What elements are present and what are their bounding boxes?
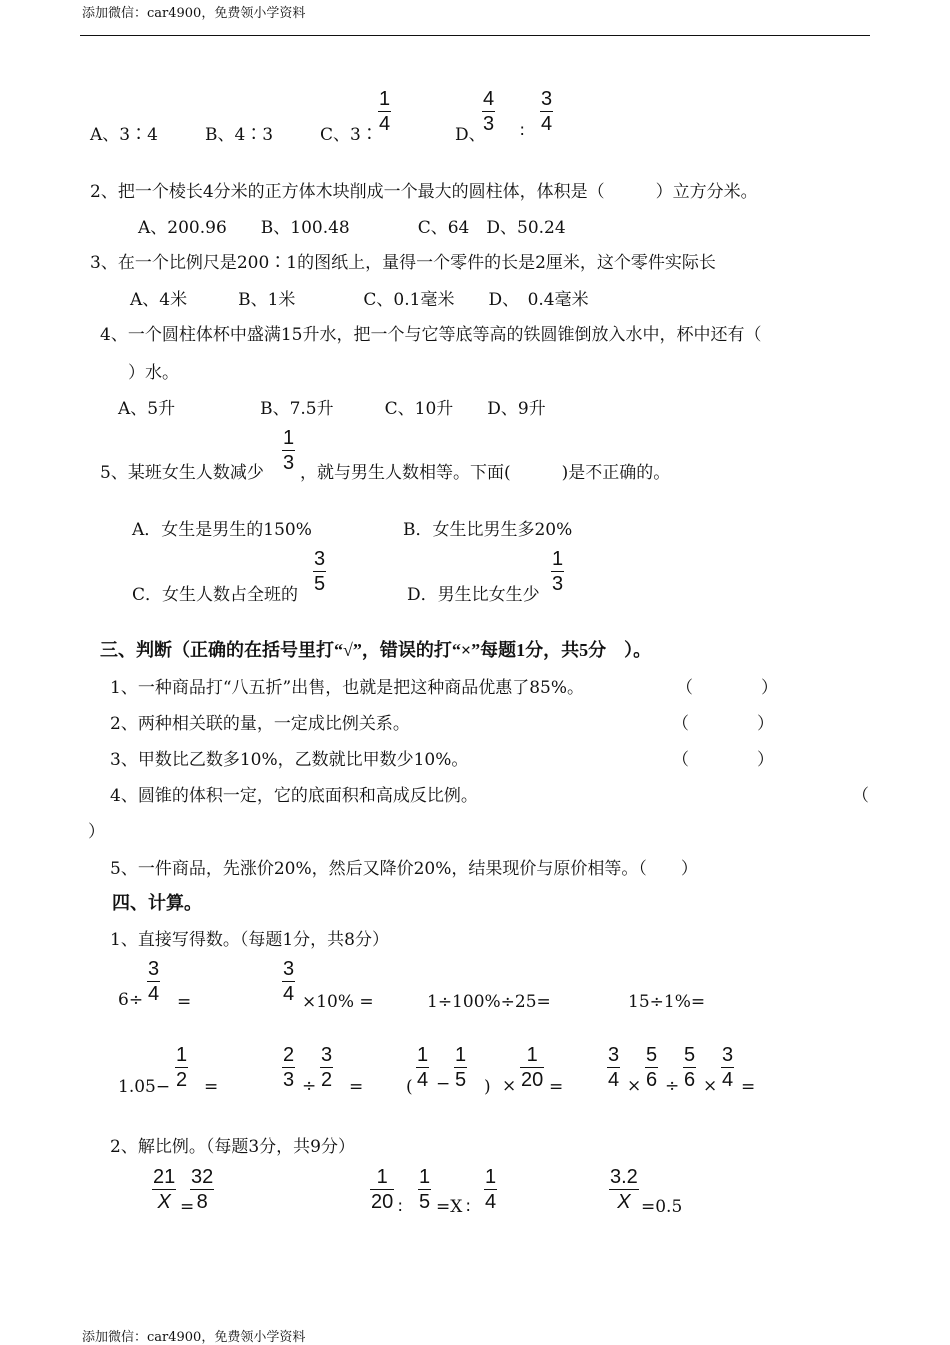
denominator: 3 <box>552 573 564 595</box>
numerator: 3 <box>314 548 326 570</box>
r2-e4-divide: ÷ <box>665 1076 680 1096</box>
denominator: 3 <box>483 113 495 135</box>
denominator: 4 <box>379 113 391 135</box>
numerator: 1 <box>455 1044 467 1066</box>
q5-text-continued: ，就与男生人数相等。下面( )是不正确的。 <box>300 463 671 483</box>
r1-e2-rest: ×10% = <box>302 992 374 1012</box>
q2-text: 2、把一个棱长4分米的正方体木块削成一个最大的圆柱体，体积是（ ）立方分米。 <box>90 182 758 202</box>
judge-item-1-answer[interactable]: （ ） <box>676 678 778 698</box>
denominator: 4 <box>283 983 295 1005</box>
q3-text: 3、在一个比例尺是200∶1的图纸上，量得一个零件的长是2厘米，这个零件实际长 <box>90 253 716 273</box>
r2-e3-equals: = <box>549 1077 564 1097</box>
q1-option-d-fraction-2 <box>540 88 553 135</box>
numerator: 1 <box>419 1166 431 1188</box>
r2-e4-equals: = <box>741 1077 756 1097</box>
numerator: 4 <box>483 88 495 110</box>
r2-e2-fraction-2 <box>320 1044 333 1091</box>
r2-e3-times: × <box>502 1076 517 1096</box>
denominator: X <box>617 1191 631 1213</box>
r3-e1-fraction-2 <box>190 1166 214 1213</box>
numerator: 1 <box>283 427 295 449</box>
numerator: 21 <box>153 1166 176 1188</box>
numerator: 3 <box>321 1044 333 1066</box>
r3-e1-fraction-1 <box>152 1166 176 1213</box>
r2-e1-equals: = <box>204 1077 219 1097</box>
denominator: 3 <box>283 1069 295 1091</box>
r2-e3-minus: − <box>436 1074 451 1094</box>
q1-option-c-fraction <box>378 88 391 135</box>
q1-option-d-fraction-1 <box>482 88 495 135</box>
r2-e4-fraction-4 <box>721 1044 734 1091</box>
r3-e1-equals: = <box>180 1197 195 1217</box>
q5-option-d-fraction <box>551 548 564 595</box>
r1-e2-fraction <box>282 958 295 1005</box>
r2-e4-times-1: × <box>627 1076 642 1096</box>
denominator: 4 <box>148 983 160 1005</box>
calc-sub2-title: 2、解比例。（每题3分，共9分） <box>110 1137 355 1157</box>
numerator: 1 <box>417 1044 429 1066</box>
denominator: 2 <box>321 1069 333 1091</box>
header-rule <box>80 35 870 36</box>
q5-text: 5、某班女生人数减少 <box>100 463 264 483</box>
q2-options: A、200.96 B、100.48 C、64 D、50.24 <box>138 218 566 238</box>
judge-item-4: 4、圆锥的体积一定，它的底面积和高成反比例。 <box>110 786 478 806</box>
r2-e1-prefix: 1.05− <box>118 1077 171 1097</box>
q4-text: 4、一个圆柱体杯中盛满15升水，把一个与它等底等高的铁圆锥倒放入水中，杯中还有（ <box>100 325 762 345</box>
numerator: 1 <box>526 1044 538 1066</box>
denominator: 4 <box>722 1069 734 1091</box>
r3-e2-fraction-2 <box>418 1166 431 1213</box>
denominator: 5 <box>455 1069 467 1091</box>
numerator: 1 <box>379 88 391 110</box>
r3-e2-fraction-3 <box>484 1166 497 1213</box>
section-3-title: 三、判断（正确的在括号里打“√”，错误的打“×”每题1分，共5分 ）。 <box>100 640 652 660</box>
q4-options: A、5升 B、7.5升 C、10升 D、9升 <box>118 399 546 419</box>
numerator: 1 <box>552 548 564 570</box>
numerator: 5 <box>646 1044 658 1066</box>
judge-item-3: 3、甲数比乙数多10%，乙数就比甲数少10%。 <box>110 750 469 770</box>
denominator: 6 <box>646 1069 658 1091</box>
numerator: 3 <box>148 958 160 980</box>
r2-e3-fraction-2 <box>454 1044 467 1091</box>
header-watermark: 添加微信：car4900，免费领小学资料 <box>82 6 306 21</box>
calc-sub1-title: 1、直接写得数。（每题1分，共8分） <box>110 930 389 950</box>
q1-option-b: B、4∶3 <box>205 125 274 145</box>
denominator: 20 <box>521 1069 544 1091</box>
r2-e1-fraction <box>175 1044 188 1091</box>
r2-e2-equals: = <box>349 1077 364 1097</box>
numerator: 1 <box>485 1166 497 1188</box>
numerator: 32 <box>191 1166 214 1188</box>
r3-e2-fraction-1 <box>370 1166 394 1213</box>
r2-e2-divide: ÷ <box>302 1076 317 1096</box>
r2-e3-fraction-3 <box>520 1044 544 1091</box>
r1-e4: 15÷1%= <box>628 992 706 1012</box>
numerator: 1 <box>376 1166 388 1188</box>
r2-e2-fraction-1 <box>282 1044 295 1091</box>
denominator: 2 <box>176 1069 188 1091</box>
denominator: 4 <box>417 1069 429 1091</box>
numerator: 3 <box>541 88 553 110</box>
q5-option-c: C．女生人数占全班的 <box>132 585 299 605</box>
judge-item-2-answer[interactable]: （ ） <box>672 714 774 734</box>
judge-item-5: 5、一件商品，先涨价20%，然后又降价20%，结果现价与原价相等。（ ） <box>110 859 698 879</box>
r1-e1-equals: = <box>177 992 192 1012</box>
q1-option-a: A、3∶4 <box>90 125 158 145</box>
r2-e4-times-2: × <box>703 1076 718 1096</box>
numerator: 3 <box>722 1044 734 1066</box>
q5-option-c-fraction <box>313 548 326 595</box>
denominator: 4 <box>608 1069 620 1091</box>
r3-e3-equals: =0.5 <box>641 1197 683 1217</box>
denominator: 3 <box>283 452 295 474</box>
numerator: 1 <box>176 1044 188 1066</box>
denominator: 5 <box>314 573 326 595</box>
q1-option-c: C、3∶ <box>320 125 378 145</box>
r2-e3-close-paren: ) <box>484 1077 491 1097</box>
footer-watermark: 添加微信：car4900，免费领小学资料 <box>82 1330 306 1345</box>
denominator: 4 <box>541 113 553 135</box>
denominator: 4 <box>485 1191 497 1213</box>
denominator: 20 <box>371 1191 394 1213</box>
r2-e4-fraction-2 <box>645 1044 658 1091</box>
q5-fraction <box>282 427 295 474</box>
q5-option-b: B．女生比男生多20% <box>403 520 573 540</box>
q3-options: A、4米 B、1米 C、0.1毫米 D、 0.4毫米 <box>130 290 589 310</box>
judge-item-1: 1、一种商品打“八五折”出售，也就是把这种商品优惠了85%。 <box>110 678 584 698</box>
r3-e3-fraction <box>609 1166 639 1213</box>
denominator: X <box>157 1191 171 1213</box>
r2-e4-fraction-1 <box>607 1044 620 1091</box>
denominator: 8 <box>196 1191 208 1213</box>
denominator: 6 <box>684 1069 696 1091</box>
numerator: 3 <box>608 1044 620 1066</box>
judge-item-3-answer[interactable]: （ ） <box>672 750 774 770</box>
numerator: 3 <box>283 958 295 980</box>
judge-item-4-answer-close: ） <box>88 822 105 842</box>
q4-text-continued: ）水。 <box>128 363 179 383</box>
r1-e1-fraction <box>147 958 160 1005</box>
judge-item-2: 2、两种相关联的量，一定成比例关系。 <box>110 714 410 734</box>
numerator: 5 <box>684 1044 696 1066</box>
r2-e4-fraction-3 <box>683 1044 696 1091</box>
q5-option-a: A．女生是男生的150% <box>132 520 312 540</box>
numerator: 3.2 <box>610 1166 638 1188</box>
r3-e2-colon-2: ∶ <box>466 1198 471 1218</box>
r2-e3-open-paren: ( <box>406 1077 413 1097</box>
r3-e2-colon-1: ∶ <box>398 1198 403 1218</box>
q1-option-d: D、 <box>455 125 486 145</box>
section-4-title: 四、计算。 <box>112 893 202 913</box>
r1-e3: 1÷100%÷25= <box>427 992 551 1012</box>
r1-e1-prefix: 6÷ <box>118 990 144 1010</box>
r2-e3-fraction-1 <box>416 1044 429 1091</box>
judge-item-4-answer-open[interactable]: （ <box>852 786 869 806</box>
q1-option-d-colon: ∶ <box>520 122 525 142</box>
denominator: 5 <box>419 1191 431 1213</box>
r3-e2-equals-x: =X <box>436 1197 463 1217</box>
q5-option-d: D．男生比女生少 <box>407 585 540 605</box>
numerator: 2 <box>283 1044 295 1066</box>
